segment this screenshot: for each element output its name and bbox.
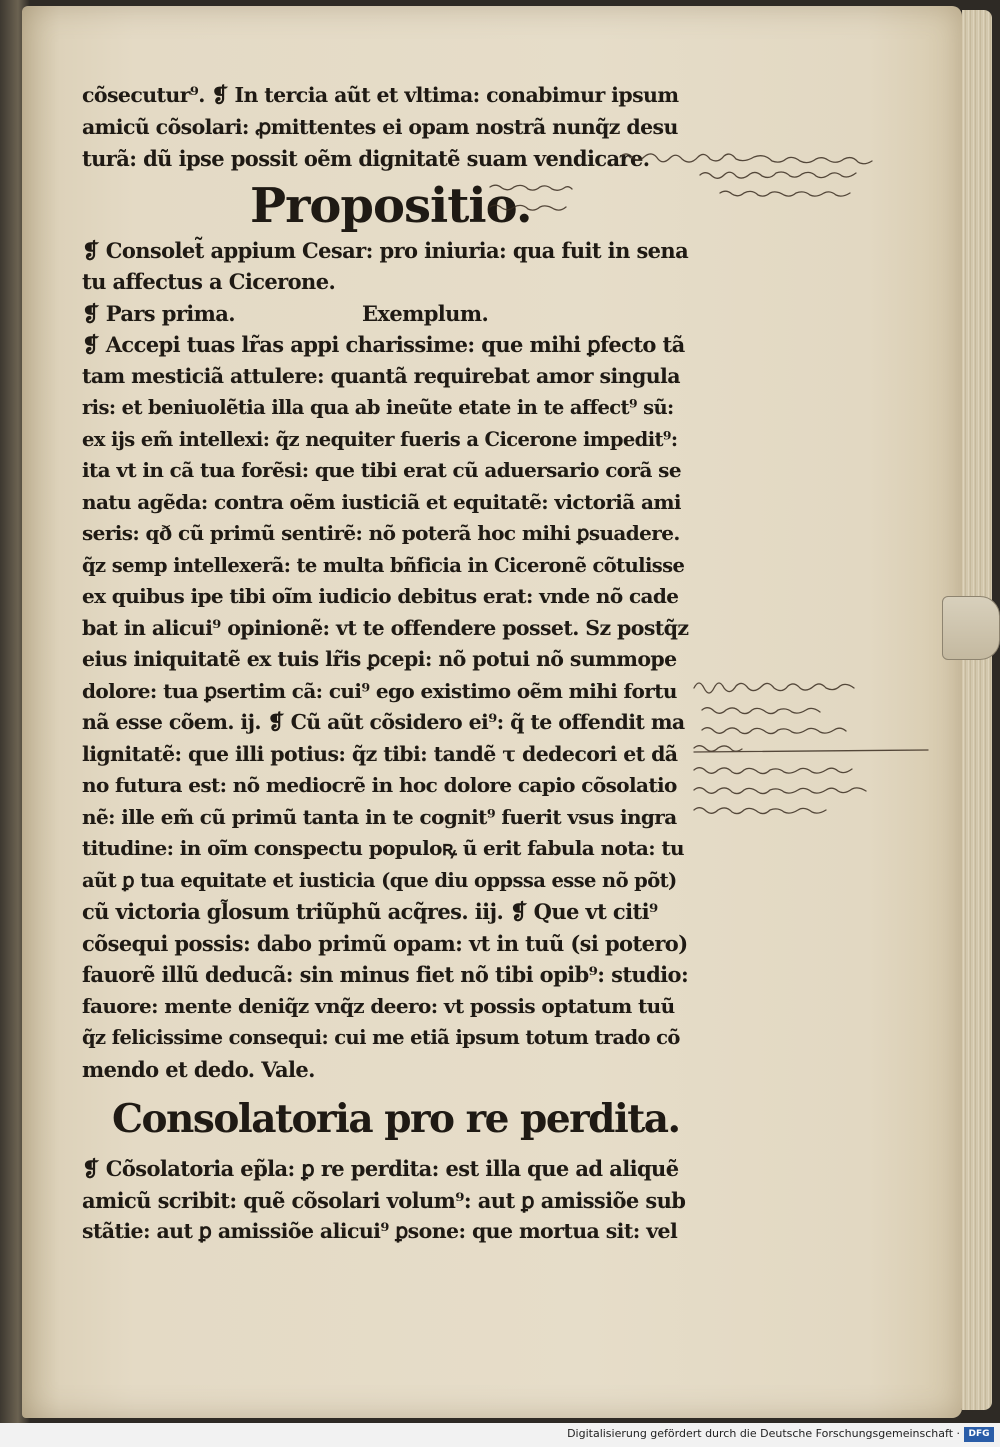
text-line: nẽ: ille em̃ cũ primũ tanta in te cognit⁹ fuerit vsus ingra (82, 804, 677, 829)
text-line: aũt ꝑ tua equitate et iusticia (que diu oppssa esse nõ põt) (82, 868, 677, 892)
text-line: stãtie: aut ꝑ amissiõe alicui⁹ ꝑsone: que mortua sit: vel (82, 1219, 678, 1243)
credit-text: Digitalisierung gefördert durch die Deutsche Forschungsgemeinschaft · (567, 1427, 960, 1440)
text-line: tam mesticiã attulere: quantã requirebat amor singula (82, 363, 680, 388)
text-line: ris: et beniuolẽtia illa qua ab ineũte etate in te affect⁹ sũ: (82, 396, 674, 419)
exemplum-label: Exemplum. (362, 300, 489, 326)
text-paragraph-consolatoria (82, 1153, 688, 1248)
text-line: lignitatẽ: que illi potius: q̃z tibi: tandẽ τ dedecori et dã (82, 741, 678, 766)
text-line: amicũ scribit: quẽ cõsolari volum⁹: aut ꝑ amissiõe sub (82, 1187, 686, 1213)
text-line: eius iniquitatẽ ex tuis lr̃is ꝑcepi: nõ potui nõ summope (82, 647, 677, 671)
text-paragraph-letter (82, 329, 688, 1085)
text-line: no futura est: nõ mediocrẽ in hoc dolore capio cõsolatio (82, 773, 677, 797)
text-line: titudine: in oĩm conspectu populoꝶ ũ erit fabula nota: tu (82, 836, 684, 860)
text-line: cũ victoria gl̃osum triũphũ acq̃res. iij. ❡ Que vt citi⁹ (82, 899, 658, 924)
text-line: mendo et dedo. Vale. (82, 1056, 315, 1082)
text-line: ❡ Cõsolatoria ep̃la: ꝑ re perdita: est illa que ad aliquẽ (82, 1156, 679, 1181)
text-line: bat in alicui⁹ opinionẽ: vt te offendere posset. Sz postq̃z (82, 615, 689, 640)
text-line: turã: dũ ipse possit oẽm dignitatẽ suam vendicare. (82, 146, 650, 171)
text-line: nã esse cõem. ij. ❡ Cũ aũt cõsidero ei⁹: q̃ te offendit ma (82, 710, 685, 734)
text-line: cõsequi possis: dabo primũ opam: vt in tuũ (si potero) (82, 930, 688, 956)
text-line: q̃z semp intellexerã: te multa bñficia in Ciceronẽ cõtulisse (82, 553, 685, 577)
text-line: fauorẽ illũ deducã: sin minus fiet nõ tibi opib⁹: studio: (82, 962, 689, 987)
text-line: natu agẽda: contra oẽm iusticiã et equitatẽ: victoriã ami (82, 489, 681, 514)
page-fore-edge (962, 10, 992, 1410)
text-paragraph-proposition (82, 235, 688, 298)
pars-prima-label: ❡ Pars prima. (82, 300, 236, 326)
dfg-logo: DFG (964, 1427, 994, 1442)
text-line: ❡ Consolet̃ appium Cesar: pro iniuria: qua fuit in sena (82, 237, 689, 263)
text-line: amicũ cõsolari: ꝓmittentes ei opam nostrã nunq̃z desu (82, 114, 678, 139)
text-line: fauore: mente deniq̃z vnq̃z deero: vt possis optatum tuũ (82, 993, 675, 1018)
digitization-credit-bar (0, 1423, 1000, 1447)
text-line: ita vt in cã tua forẽsi: que tibi erat cũ aduersario corã se (82, 458, 681, 482)
heading-consolatoria: Consolatoria pro re perdita. (112, 1096, 680, 1142)
text-line: cõsecutur⁹. ❡ In tercia aũt et vltima: conabimur ipsum (82, 83, 679, 107)
text-line: seris: qð cũ primũ sentirẽ: nõ poterã hoc mihi ꝑsuadere. (82, 521, 680, 545)
printed-text-block (82, 80, 688, 1248)
heading-propositio: Propositio. (250, 177, 532, 234)
marginal-handwriting-top (470, 145, 950, 225)
text-line: ex ijs em̃ intellexi: q̃z nequiter fueris a Cicerone impedit⁹: (82, 427, 678, 451)
page-clip-tab (942, 596, 1000, 660)
text-line: ❡ Accepi tuas lr̃as appi charissime: que mihi ꝑfecto tã (82, 332, 685, 357)
pars-prima-row (82, 298, 688, 330)
marginal-handwriting-middle (688, 668, 948, 828)
text-line: dolore: tua ꝑsertim cã: cui⁹ ego existimo oẽm mihi fortu (82, 678, 677, 703)
text-line: q̃z felicissime consequi: cui me etiã ipsum totum trado cõ (82, 1026, 680, 1049)
text-line: ex quibus ipe tibi oĩm iudicio debitus erat: vnde nõ cade (82, 584, 679, 608)
text-line: tu affectus a Cicerone. (82, 269, 336, 294)
